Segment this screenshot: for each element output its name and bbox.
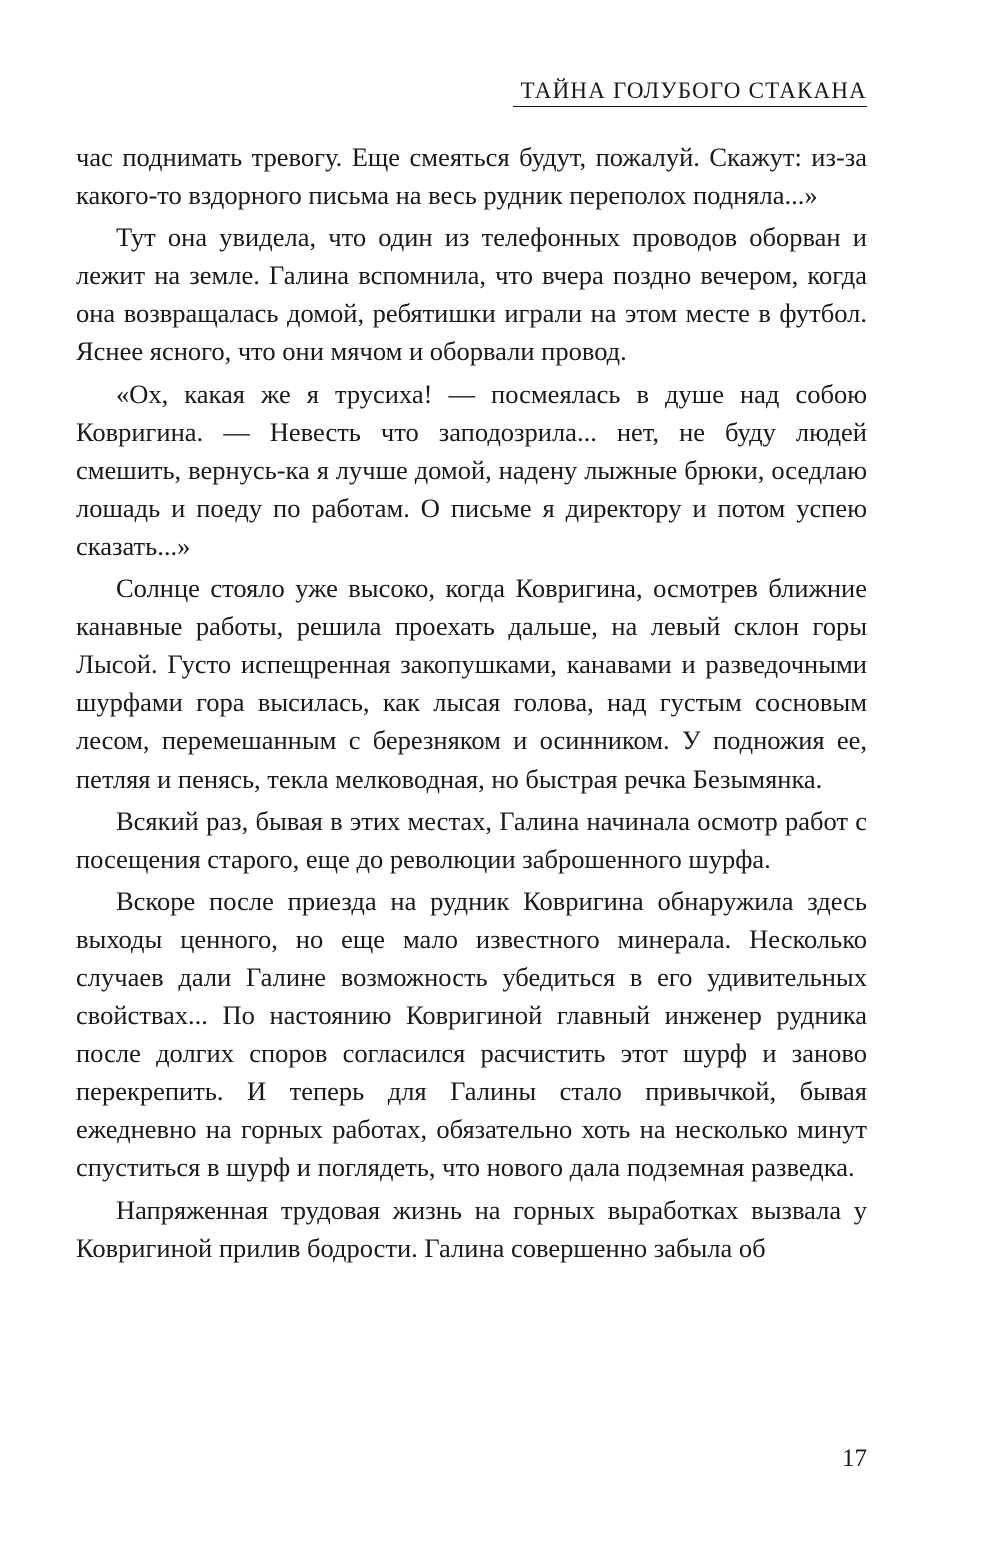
paragraph: Всякий раз, бывая в этих местах, Галина начинала осмотр работ с посещения старого, еще до революции заброшенного шурфа. — [76, 805, 867, 874]
paragraph: час поднимать тревогу. Еще смеяться будут, пожалуй. Скажут: из-за какого-то вздорного письма на весь рудник переполох подняла...» — [76, 142, 867, 211]
page-number: 17 — [842, 1445, 867, 1472]
paragraph: «Ох, какая же я трусиха! — посмеялась в душе над собою Ковригина. — Невесть что заподозрила... нет, не буду людей смешить, вернусь-ка я лучше домой, надену лыжные брюки, оседлаю лошадь и поеду по работам. О письме я директору и потом успею сказать...» — [76, 378, 867, 561]
header-rule — [513, 106, 867, 107]
paragraph: Вскоре после приезда на рудник Ковригина обнаружила здесь выходы ценного, но еще мало известного минерала. Несколько случаев дали Галине возможность убедиться в его удивительных свойствах... По настоянию Ковригиной главный инженер рудника после долгих споров согласился расчистить этот шурф и заново перекрепить. И теперь для Галины стало привычкой, бывая ежедневно на горных работах, обязательно хоть на несколько минут спуститься в шурф и поглядеть, что нового дала подземная разведка. — [76, 885, 867, 1183]
paragraph: Тут она увидела, что один из телефонных проводов оборван и лежит на земле. Галина вспомнила, что вчера поздно вечером, когда она возвращалась домой, ребятишки играли на этом месте в футбол. Яснее ясного, что они мячом и оборвали провод. — [76, 222, 867, 367]
running-title: ТАЙНА ГОЛУБОГО СТАКАНА — [520, 78, 867, 103]
body-text — [76, 138, 867, 1271]
paragraph: Напряженная трудовая жизнь на горных выработках вызвала у Ковригиной прилив бодрости. Галина совершенно забыла об — [76, 1194, 867, 1263]
paragraph: Солнце стояло уже высоко, когда Ковригина, осмотрев ближние канавные работы, решила проехать дальше, на левый склон горы Лысой. Густо испещренная закопушками, канавами и разведочными шурфами гора высилась, как лысая голова, над густым сосновым лесом, перемешанным с березняком и осинником. У подножия ее, петляя и пенясь, текла мелководная, но быстрая речка Безымянка. — [76, 573, 867, 794]
